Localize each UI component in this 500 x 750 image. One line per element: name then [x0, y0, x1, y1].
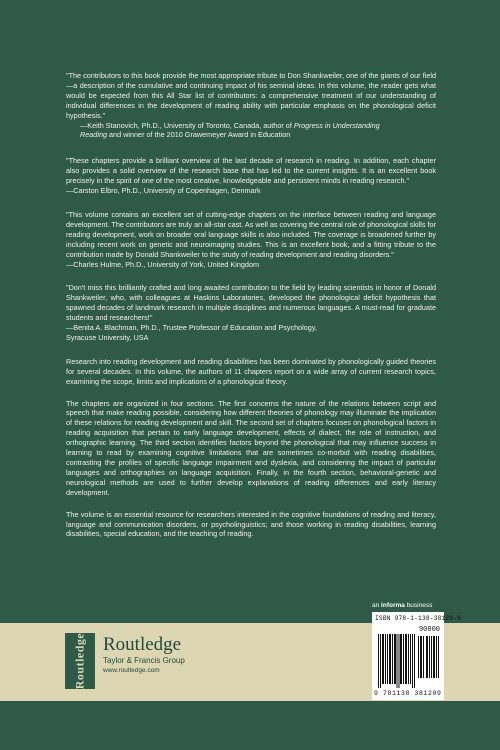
endorsement-quote — [66, 156, 436, 196]
endorsement-quote — [66, 283, 436, 342]
publisher-logo — [65, 633, 195, 689]
price-code: 90000 — [418, 626, 440, 634]
quote-text: "These chapters provide a brilliant overview of the last decade of research in reading. In addition, each chapter also provides a solid overview of the research base that has led to the current insights. It is an excellent book precisely in the spirit of one of the most creative, knowledgeable and persistent minds in reading research." — [66, 156, 436, 186]
endorsement-quote — [66, 71, 436, 140]
ean-digits: 9 781138 381209 — [374, 690, 442, 697]
publisher-group: Taylor & Francis Group — [103, 656, 185, 665]
book-title: Progress in Understanding — [293, 120, 380, 130]
book-title-cont: Reading — [80, 130, 108, 140]
bottom-strip — [0, 701, 500, 750]
informa-brand: informa — [381, 602, 405, 609]
quote-text: "This volume contains an excellent set of cutting-edge chapters on the interface between reading and language development. The contributors are truly an all-star cast. As well as covering the central role of phonological skills for reading development, work on broader oral language skills is also included. The coverage is broadened further by including recent work on genetic and neuroimaging studies. This is an excellent book, and a fitting tribute to the contribution made by Donald Shankweiler to the study of reading development and reading disorders." — [66, 209, 436, 259]
isbn-barcode — [372, 612, 462, 700]
quote-attribution-cont: Syracuse University, USA — [66, 332, 149, 342]
quote-attribution: —Charles Hulme, Ph.D., University of York, United Kingdom — [66, 259, 260, 269]
quote-attribution: —Benita A. Blachman, Ph.D., Trustee Professor of Education and Psychology, — [66, 323, 317, 333]
isbn-text: ISBN 978-1-138-38120-9 — [375, 615, 462, 622]
informa-tagline: an informa business — [372, 602, 433, 609]
attribution-suffix: and winner of the 2010 Grawemeyer Award in Education — [107, 130, 291, 140]
routledge-vertical-mark: Routledge — [65, 633, 95, 689]
cover-text — [66, 71, 436, 551]
ean-barcode-icon — [378, 634, 416, 688]
quote-text: "The contributors to this book provide the most appropriate tribute to Don Shankweiler, one of the giants of our field—a description of the cumulative and continuing impact of his seminal ideas. In this volume, the reader gets what would be expected from this All Star list of contributors: a comprehensive treatment of our understanding of individual differences in the development of reading ability with particular emphasis on the phonological deficit hypothesis." — [66, 71, 436, 120]
publisher-url: www.routledge.com — [103, 667, 160, 674]
addon-barcode-icon — [418, 636, 440, 678]
endorsement-quote — [66, 210, 436, 269]
attribution-text: —Keith Stanovich, Ph.D., University of Toronto, Canada, author of — [80, 120, 294, 130]
quote-attribution — [66, 121, 436, 141]
description-paragraph: The chapters are organized in four sections. The first concerns the nature of the relations between script and speech that make reading possible, considering how different theories of phonology may illuminate the implication of these relations for reading development and skill. The second set of chapters focuses on phonological factors in reading acquisition that pertain to early language development, effects of dialect, the role of instruction, and orthographic learning. The third section identifies factors beyond the phonological that may influence success in learning to read by examining cognitive limitations that are sometimes co-morbid with reading disabilities, contrasting the profiles of specific language impairment and dyslexia, and considering the impact of particular languages and orthographies on language acquisition. Finally, in the fourth section, behavioral-genetic and neurological methods are used to further develop explanations of reading differences and early literacy development. — [66, 398, 436, 497]
quote-attribution: —Carston Elbro, Ph.D., University of Copenhagen, Denmark — [66, 186, 261, 196]
publisher-name: Routledge — [103, 634, 182, 655]
quote-text: "Don't miss this brilliantly crafted and long awaited contribution to the field by leading scientists in honor of Donald Shankweiler, who, with colleagues at Haskins Laboratories, developed the phonological deficit hypothesis that spawned decades of landmark research in multiple disciplines and numerous languages. A must-read for graduate students and researchers!" — [66, 283, 436, 323]
description-paragraph: The volume is an essential resource for researchers interested in the cognitive foundations of reading and literacy, language and communication disorders, or psycholinguistics; and those working in reading disabilities, learning disabilities, special education, and the teaching of reading. — [66, 509, 436, 539]
description-paragraph: Research into reading development and reading disabilities has been dominated by phonologically guided theories for several decades. In this volume, the authors of 11 chapters report on a wide array of current research topics, examining the scope, limits and implications of a phonological theory. — [66, 356, 436, 386]
